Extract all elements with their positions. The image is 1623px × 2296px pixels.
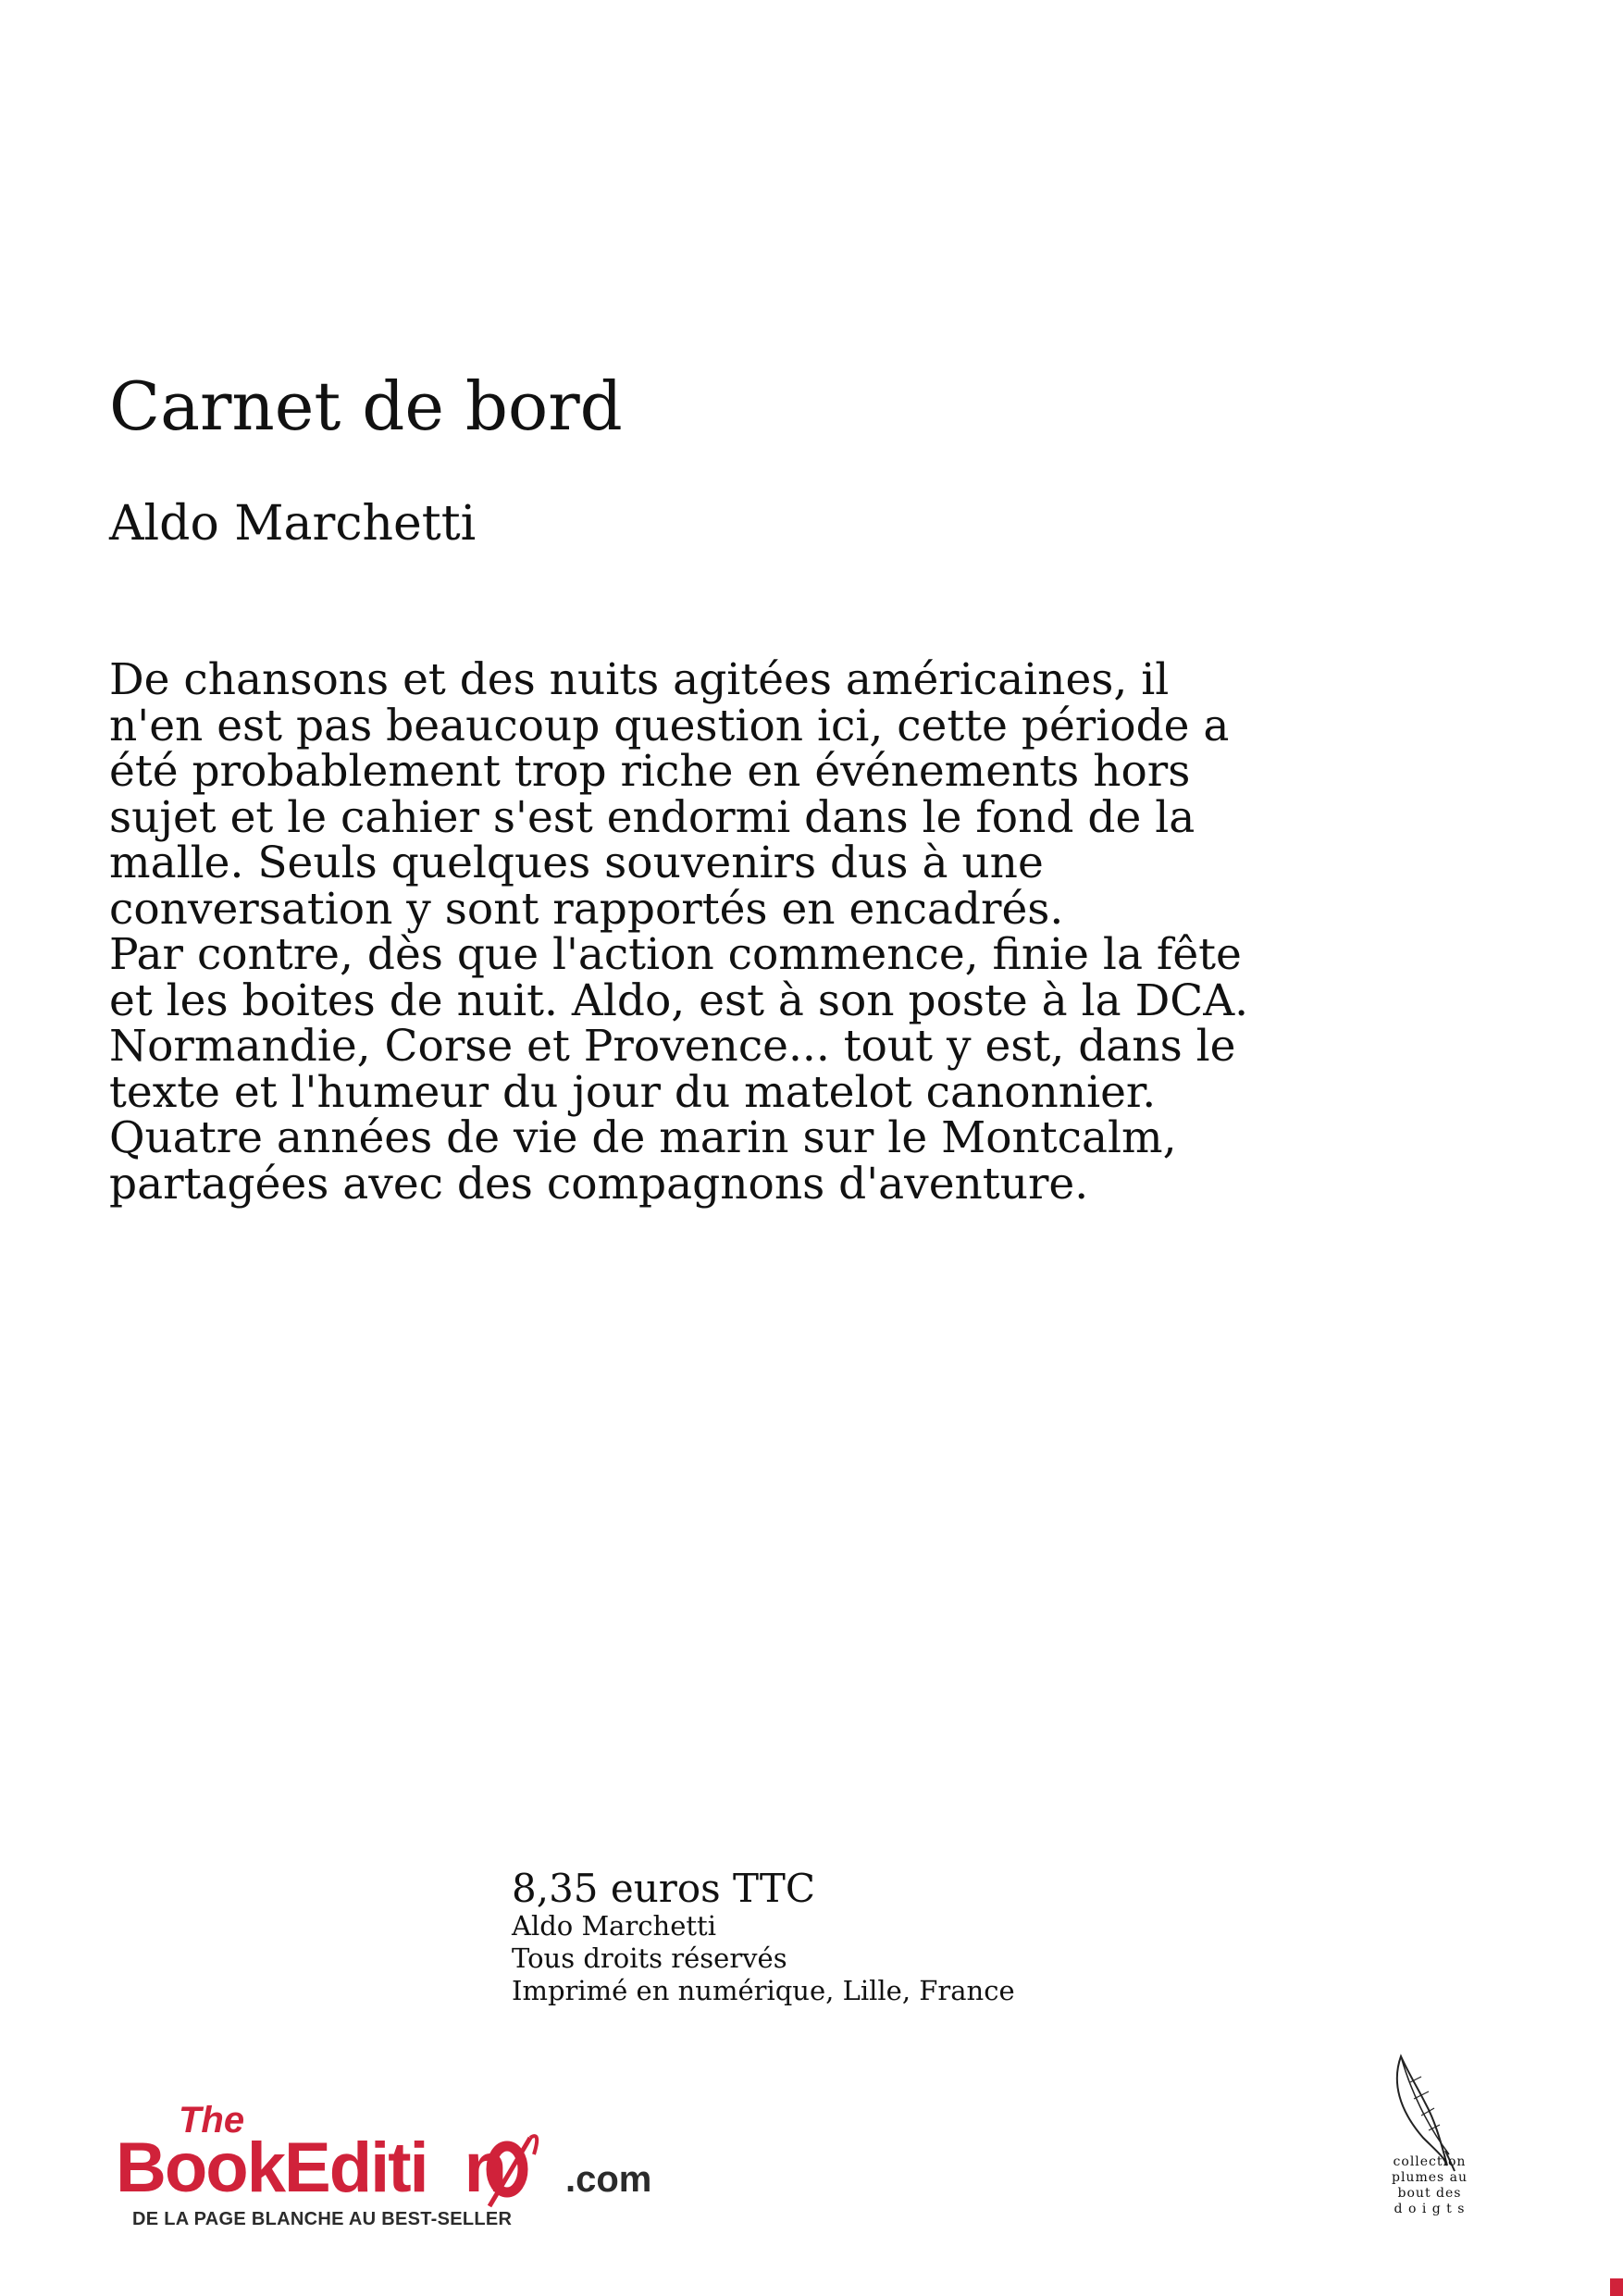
imprint-author: Aldo Marchetti (512, 1910, 716, 1942)
book-title: Carnet de bord (109, 367, 623, 445)
logo-name-part2: n (464, 2128, 506, 2207)
imprint-block (512, 1868, 1015, 2007)
book-author: Aldo Marchetti (109, 496, 477, 552)
collection-line: plumes au (1391, 2170, 1468, 2185)
logo-name-text (116, 2128, 505, 2207)
publisher-logo (116, 2093, 652, 2232)
logo-domain-text: .com (565, 2159, 652, 2200)
blurb-paragraph: Normandie, Corse et Provence... tout y est, dans le texte et l'humeur du jour du matelot canonnier. (109, 1021, 1236, 1118)
blurb-paragraph: De chansons et des nuits agitées américaines, il n'en est pas beaucoup question ici, cette période a été probablement trop riche en événements hors sujet et le cahier s'est endormi dans le fond de la malle. Seuls quelques souvenirs dus à une conversation y sont rapportés en encadrés. (109, 654, 1230, 935)
logo-the-text: The (179, 2100, 245, 2141)
logo-name-part1: BookEditi (116, 2128, 427, 2207)
blurb-paragraph: Quatre années de vie de marin sur le Montcalm, partagées avec des compagnons d'aventure. (109, 1112, 1177, 1210)
blurb-paragraph: Par contre, dès que l'action commence, finie la fête et les boites de nuit. Aldo, est à son poste à la DCA. (109, 929, 1249, 1026)
book-blurb (109, 654, 1257, 1210)
imprint-printed: Imprimé en numérique, Lille, France (512, 1975, 1015, 2006)
collection-line: bout des (1397, 2186, 1462, 2201)
price: 8,35 euros TTC (512, 1866, 815, 1911)
imprint-rights: Tous droits réservés (512, 1942, 787, 1974)
collection-line: collection (1393, 2154, 1467, 2169)
logo-tagline: DE LA PAGE BLANCHE AU BEST-SELLER (132, 2209, 513, 2229)
corner-color-mark (1610, 2278, 1623, 2296)
collection-label (1379, 2154, 1481, 2217)
collection-line: d o i g t s (1394, 2202, 1466, 2216)
